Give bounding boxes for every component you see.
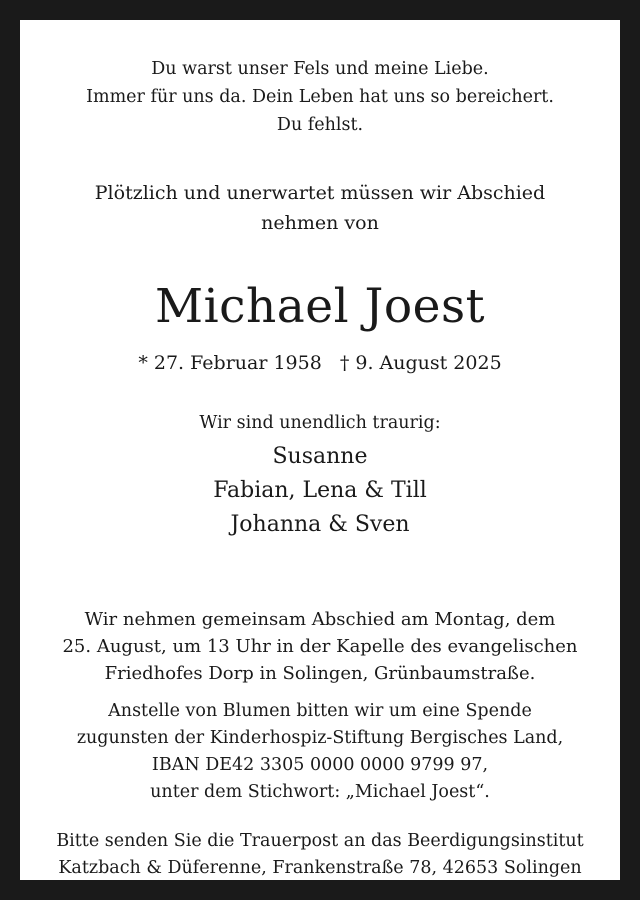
- address-line: Katzbach & Düferenne, Frankenstraße 78, 42653 Solingen: [58, 858, 582, 878]
- mourner-name: Fabian, Lena & Till: [213, 478, 427, 503]
- ceremony-line: Friedhofes Dorp in Solingen, Grünbaumstraße.: [104, 663, 536, 684]
- mourners-heading: Wir sind unendlich traurig:: [199, 413, 441, 433]
- condolence-address: [40, 828, 600, 882]
- ceremony-line: 25. August, um 13 Uhr in der Kapelle des evangelischen: [62, 636, 578, 657]
- motto-line: Du fehlst.: [276, 115, 364, 135]
- address-line: Bitte senden Sie die Trauerpost an das Beerdigungsinstitut: [56, 831, 584, 851]
- mourner-name: Johanna & Sven: [230, 512, 410, 537]
- deceased-name: Michael Joest: [154, 279, 485, 334]
- donation-line: unter dem Stichwort: „Michael Joest“.: [150, 782, 490, 802]
- intro-line: Plötzlich und unerwartet müssen wir Abschied: [94, 182, 546, 204]
- motto-line: Immer für uns da. Dein Leben hat uns so bereichert.: [86, 87, 554, 107]
- intro-line: nehmen von: [261, 212, 379, 234]
- motto-line: Du warst unser Fels und meine Liebe.: [151, 59, 489, 79]
- death-date: † 9. August 2025: [339, 352, 502, 374]
- life-dates: [40, 346, 600, 380]
- donation-line: zugunsten der Kinderhospiz-Stiftung Bergisches Land,: [76, 728, 564, 748]
- farewell-intro: [40, 178, 600, 238]
- ceremony-info: [40, 606, 600, 687]
- mourners-list: [40, 440, 600, 542]
- mourner-name: Susanne: [272, 444, 368, 469]
- memorial-motto: [40, 55, 600, 139]
- donation-iban: IBAN DE42 3305 0000 0000 9799 97,: [151, 755, 489, 775]
- donation-line: Anstelle von Blumen bitten wir um eine Spende: [108, 701, 532, 721]
- birth-date: * 27. Februar 1958: [138, 352, 322, 374]
- donation-info: [40, 698, 600, 806]
- ceremony-line: Wir nehmen gemeinsam Abschied am Montag, dem: [84, 609, 556, 630]
